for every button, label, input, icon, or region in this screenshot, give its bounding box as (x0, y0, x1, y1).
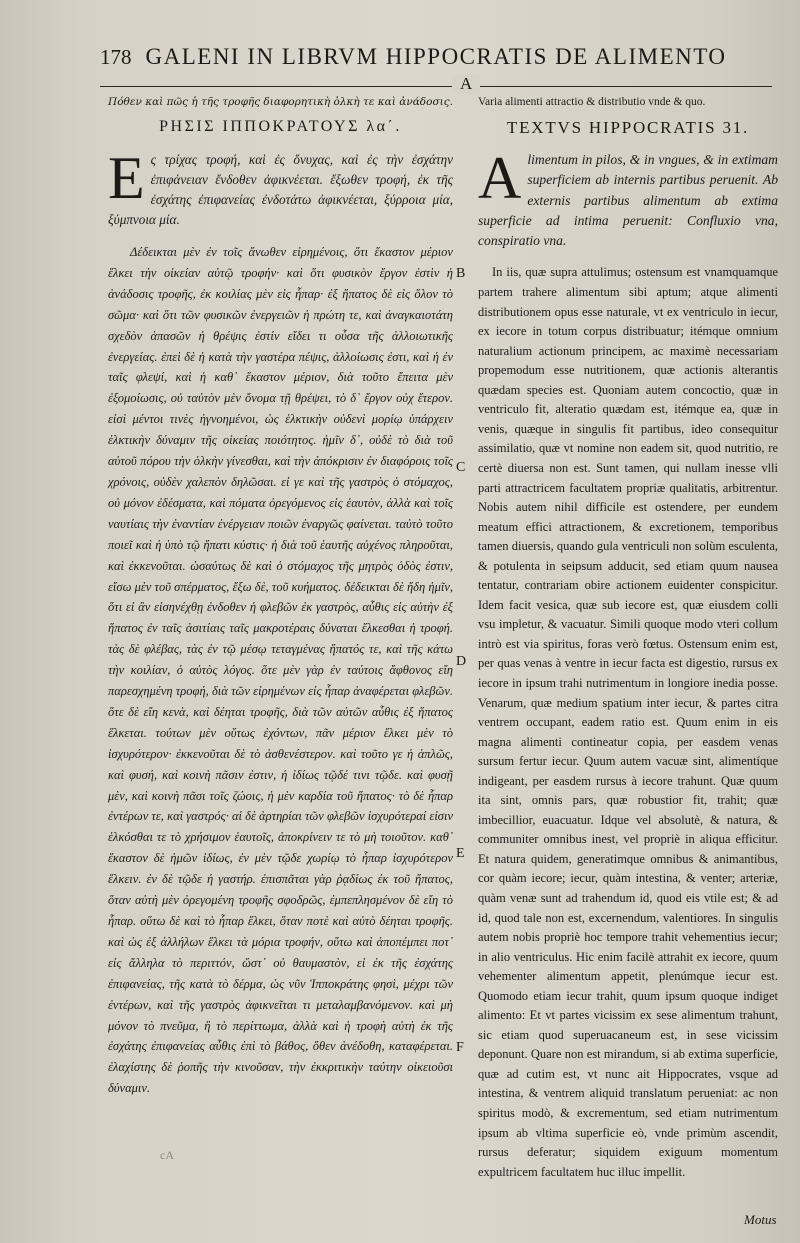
latin-commentary: In iis, quæ supra attulimus; ostensum est vnamquamque partem trahere alimentum sibi aptum; atque alimenti distributionem opus esse naturale, vt ex ventriculo in iecur, ex iecore in totum corpus distribuatur; itémque omnium naturalium actionum principem, ac maximè necessariam propemodum esse nutritionem, quæ actionis alterantis quædam species est. Quoniam autem concoctio, quæ in ventriculo fit, alteratio quædam est, itémque ea, quæ in venis, quæque in singulis fit partibus, ideo consequitur assimilatio, quæ vt nomine non eadem sit, quod nutritio, re certè diuersa non est. Sunt tamen, qui nullam inesse vlli parti attractricem facultatem propriæ qualitatis, arbitrentur. Nobis autem nihil difficile est ostendere, per eundem meatum effici attractionem, & excretionem, temporibus tamen diuersis, quando gula ventriculi non solùm esculenta, & potulenta in seipsum adducit, sed etiam quum nausea tentatur, contrariam obire actionem euidenter conspicitur. Idem facit vesica, quæ sub iecore est, quæ eiusdem colli vsu impletur, & vacuatur. Simili quoque modo vteri collum intrò est via spiritus, foras verò fœtus. Ostensum enim est, per quas venas à ventre in iecur facta est digestio, rursus ex iecore in ipsum trahi nutrimentum in longiore inedia posse. Venarum, quæ medium spatium inter iecur, & partes citra ventrem occupant, eadem ratio est. Quum enim in eis magna alimenti contineatur copia, per easdem venas sursum fertur iecur. Quum autem vacuæ sint, alimentíque indigeant, per easdem rursus à iecore trahunt. Quæ quum ita sint, omnis pars, quæ robustior fit, trahit; quæ imbecillior, euacuatur. Idque vel absolutè, & natura, & communiter omnibus inest, vel propriè in aliqua efficitur. Et natura quidem, generatimque omnibus & animantibus, cor quàm iecore; iecur, quàm intestina, & venter; arteriæ, quàm venæ sunt ad trahendum id, quod eis vtile est; & ad id, quod tale non est, excernendum, valentiores. In singulis autem nobis propriè hoc tempore trahit vehementius iecur; in alio ventriculus. Hic enim facilè attrahit ex iecore, quum vehementer alimentum appetit, plenúmque iecur est. Quomodo etiam iecur trahit, quum ipsum quoque indiget alimento: Et vt partes vicissim ex sese alimentum trahunt, sic etiam quod superuacaneum est, in sese vicissim deponunt. Quare non est mirandum, si ab extima superficie, quæ ad cutim est, vt nunc ait Hippocrates, vsque ad intestina, & ventrem aliquid translatum perueniat: ac non spiritus modò, & excrementum, sed etiam nutrimentum ipsum ab vltima superficie eò, vnde primùm ascendit, rursus deferatur; siquidem exiguum momentum expultricem facultatem huc illuc impellit. (478, 265, 778, 1179)
margin-letter-b: B (456, 266, 466, 281)
greek-dropcap: Ε (108, 145, 145, 211)
signature-mark: cA (160, 1148, 174, 1162)
latin-lemma (478, 145, 778, 251)
latin-dropcap: A (478, 145, 522, 211)
running-title: GALENI IN LIBRVM HIPPOCRATIS DE ALIMENTO (145, 44, 727, 69)
greek-lemma (108, 145, 453, 230)
greek-column (108, 96, 453, 1243)
margin-letter-d: D (456, 654, 467, 669)
margin-letter-f: F (456, 1040, 464, 1055)
greek-commentary: Δέδεικται μὲν ἐν τοῖς ἄνωθεν εἰρημένοις, ὅτι ἕκαστον μέριον ἕλκει τὴν οἰκείαν αὑτῷ τροφήν· καὶ ὅτι φυσικὸν ἔργον ἐστὶν ἡ ἀνάδοσις τροφῆς, ἐκ κοιλίας μὲν εἰς ἧπαρ· ἐξ ἥπατος δὲ εἰς ὅλον τὸ σῶμα· καὶ ὅτι τῶν φυσικῶν ἐνεργειῶν ἡ πρώτη τε, καὶ ἀναγκαιοτάτη σχεδὸν ἁπασῶν ἡ θρέψις ἐστίν εἴδει τι οὖσα τῆς ἀλλοιωτικῆς ἐνεργείας. ἐπεὶ δὲ ἡ κατὰ τὴν γαστέρα πέψις, ἀλλοίωσις ἐστι, καὶ ἡ ἐν ταῖς φλεψί, καὶ ἡ καθ᾽ ἕκαστον μέριον, διὰ τοῦτο ἔπειτα μὲν ἐξομοίωσις, οὐ ταὐτὸν μὲν ὄνομα τῇ θρέψει, τὸ δ᾽ ἔργον οὐχ ἕτερον. εἰσὶ μέντοι τινὲς ἠγνοημένοι, ὡς ἑλκτικὴν οὐδενὶ μορίῳ ὑπάρχειν ἑλκτικὴν δύναμιν τῆς οἰκείας ποιότητος. ἡμῖν δ᾽, οὐδὲ τὸ διὰ τοῦ αὐτοῦ πόρου τὴν ὁλκὴν γίνεσθαι, καὶ τὴν ἀπόκρισιν ἐν διαφόροις τοῖς χρόνοις, οὐδὲν χαλεπὸν δηλῶσαι. εἰ γε καὶ τῆς γαστρὸς ὁ στόμαχος, οὐ μόνον ἐδέσματα, καὶ πόματα ὀρεγόμενος εἰς ἑαυτὸν, ἀλλὰ καὶ τοῖς ναυτίαις τὴν ἐναντίαν ἐνέργειαν ποιῶν ἐναργῶς φαίνεται. ταὐτὸ τοῦτο ποιεῖ καὶ ἡ ὑπὸ τῷ ἥπατι κύστις· ἡ διὰ τοῦ ἑαυτῆς αὐχένος πληροῦται, καὶ ἐκκενοῦται. ὡσαύτως δὲ καὶ ὁ στόμαχος τῆς μητρὸς ὁδὸς ἐστιν, εἴσω μὲν τοῦ σπέρματος, ἔξω δὲ, τοῦ κυήματος. δέδεικται δὲ ἤδη ἡμῖν, ὅτι εἰ ἂν εἰσηνέχθῃ ἐνδοθεν ἡ φλεβῶν ἐκ γαστρὸς, αὖθις εἰς αὐτὴν ἐξ ἥπατος ἐν ταῖς ἀσιτίαις ταῖς μακροτέραις δύναται ἕλκεσθαι ἡ τροφή. τὰς δὲ φλέβας, τὰς ἐν τῷ μέσῳ τεταγμένας ἥπατός τε, καὶ τῆς κάτω τὴν κοιλίαν, ὁ αὐτὸς λόγος. ὅτε μὲν γὰρ ἐν ταύτοις ἄφθονος εἴη παρεσχημένη τροφή, διὰ τῶν εἰρημένων εἰς ἧπαρ ἀναφέρεται φλεβῶν. ὅτε δὲ εἴη κενὰ, καὶ δέηται τροφῆς, διὰ τῶν αὐτῶν αὖθις ἐξ ἥπατος ἕλκεται. τούτων μὲν οὕτως ἐχόντων, πᾶν μέριον ἕλκει μὲν τὸ ἰσχυρότερον· ἐκκενοῦται δὲ τὸ ἀσθενέστερον. καὶ τοῦτο γε ἡ ἁπλῶς, καὶ φυσή, καὶ κοινὴ πᾶσιν ἐστιν, ἡ ἰδίως τῷδέ τινι τῷδε. καὶ φυσῇ μὲν, καὶ κοινὴ πᾶσι τοῖς ζώοις, ἡ μὲν καρδία τοῦ ἥπατος· τὸ δὲ ἧπαρ ἐντέρων τε, καὶ γαστρός· αἱ δὲ ἀρτηρίαι τῶν φλεβῶν ἰσχυρότεραί εἰσιν ἑλκόσθαι τε τὸ χρήσιμον ἑαυτοῖς, ἀποκρίνειν τε τὸ μὴ τοιοῦτον. καθ᾽ ἕκαστον δὲ ἡμῶν ἰδίως, ἐν μὲν τῷδε χωρίῳ τὸ ἧπαρ ἰσχυρότερον ἕλκειν. ἐν δὲ τῷδε ἡ γαστήρ. ἐπισπᾶται γὰρ ῥᾳδίως ἐκ τοῦ ἥπατος, ὅταν αὐτὴ μὲν ὀρεγομένη τροφῆς σφοδρῶς, ἐμπεπλησμένον δὲ εἴη τὸ ἧπαρ. οὕτω δὲ καὶ τὸ ἧπαρ ἕλκει, ὅταν ποτὲ καὶ αὐτὸ δέηται τροφῆς. καὶ ὡς ἐξ ἀλλήλων ἕλκει τὰ μόρια τροφήν, οὕτω καὶ ἀποπέμπει ποτ᾽ εἰς ἄλληλα τὸ περιττόν, ὥστ᾽ οὐ θαυμαστὸν, εἰ ἐκ τῆς ἐσχάτης ἐπιφανείας, τῆς κατὰ τὸ δέρμα, ὡς νῦν Ἱπποκράτης φησὶ, μέχρι τῶν ἐντέρων, καὶ τῆς γαστρὸς ἀφικνεῖται τι μεταλαμβανόμενον. καὶ μὴ μόνον τὸ πνεῦμα, ἢ τὸ περίττωμα, ἀλλὰ καὶ ἡ τροφὴ αὐτὴ ἐκ τῆς ἐσχάτης ἐπιφανείας αὖθις ἐπὶ τὸ βάθος, ὅθεν ἀνέδοθη, καταφέρεται. ἐλαχίστης δὲ ῥοπῆς τὴν κινοῦσαν, τὴν ἐκκριτικὴν ταύτην οἰκειοῦσι δύναμιν. (108, 245, 453, 1096)
header-rule (100, 86, 772, 87)
latin-column (478, 96, 778, 1243)
latin-heading: TEXTVS HIPPOCRATIS 31. (506, 118, 750, 137)
greek-caption: Πόθεν καὶ πῶς ἡ τῆς τροφῆς διαφορητικὴ ὁλκὴ τε καὶ ἀνάδοσις. (108, 96, 453, 108)
page-number: 178 (100, 45, 132, 69)
greek-heading: ΡΗΣΙΣ ΙΠΠΟΚΡΑΤΟΥΣ λα΄. (159, 118, 402, 135)
margin-letter-e: E (456, 846, 465, 861)
latin-caption: Varia alimenti attractio & distributio vnde & quo. (478, 96, 706, 108)
latin-lemma-text: limentum in pilos, & in vngues, & in extimam superficiem ab internis partibus peruenit. Ab externis partibus alimentum ab extima superficie ad intima peruenit: Confluxio vna, conspiratio vna. (478, 152, 778, 249)
running-head (100, 44, 750, 74)
section-letter: A (452, 74, 480, 94)
margin-letter-c: C (456, 460, 466, 475)
catchword: Motus (744, 1212, 777, 1227)
greek-lemma-text: ς τρίχας τροφή, καὶ ἐς ὄνυχας, καὶ ἐς τὴν ἐσχάτην ἐπιφάνειαν ἔνδοθεν ἀφικνέεται. ἔξωθεν τροφή, ἐκ τῆς ἐσχάτης ἐπιφανείας ἐνδοτάτω ἀφικνέεται, ξύρροια μία, ξύμπνοια μία. (108, 152, 453, 227)
